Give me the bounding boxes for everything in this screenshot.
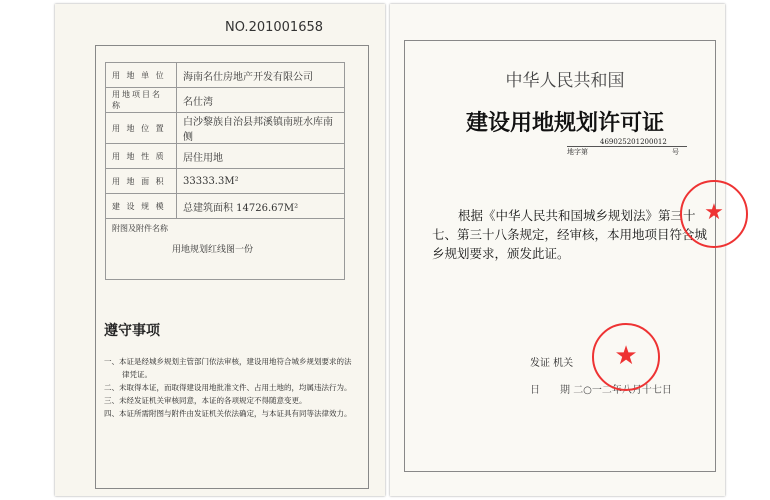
field-label: 用 地 单 位 (106, 63, 177, 88)
attachments-value: 用地规划红线图一份 (172, 245, 254, 255)
permit-number: 469025201200012 (600, 138, 667, 146)
date-value: 二○一二年八月十七日 (573, 385, 672, 396)
country-heading: 中华人民共和国 (505, 71, 625, 91)
rule-item: 三、未经发证机关审核同意，本证的各项规定不得随意变更。 (104, 396, 307, 405)
field-label: 用地项目名称 (106, 88, 177, 113)
attachments-cell (106, 219, 345, 280)
table-row (106, 88, 345, 113)
permit-number-suffix: 号 (672, 148, 679, 156)
rule-item: 四、本证所需附图与附件由发证机关依法确定，与本证具有同等法律效力。 (104, 409, 352, 418)
field-label: 用 地 性 质 (106, 144, 177, 169)
land-info-table (105, 62, 345, 280)
table-row (106, 63, 345, 88)
seal-partial-icon: ★ (680, 180, 748, 248)
field-value: 名仕湾 (177, 88, 345, 113)
serial-number: NO.201001658 (225, 20, 324, 35)
rule-item: 二、未取得本证，而取得建设用地批准文件、占用土地的，均属违法行为。 (104, 383, 352, 392)
table-row (106, 169, 345, 194)
table-row (106, 219, 345, 280)
field-value: 居住用地 (177, 144, 345, 169)
field-value: 白沙黎族自治县邦溪镇南班水库南侧 (177, 113, 345, 144)
official-seal-icon: ★ (592, 323, 660, 391)
field-label: 用 地 面 积 (106, 169, 177, 194)
field-value: 33333.3M² (177, 169, 345, 194)
issue-date (530, 381, 672, 396)
permit-body: 根据《中华人民共和国城乡规划法》第三十七、第三十八条规定，经审核，本用地项目符合城乡规划要求，颁发此证。 (432, 208, 708, 261)
date-label: 日 期 (530, 385, 570, 396)
table-row (106, 144, 345, 169)
rules-title: 遵守事项 (104, 323, 160, 339)
issuer-label: 发证 机关 (530, 358, 574, 369)
table-row (106, 113, 345, 144)
field-value: 海南名仕房地产开发有限公司 (177, 63, 345, 88)
permit-title: 建设用地规划许可证 (465, 111, 664, 136)
permit-number-label: 地字第 (567, 148, 588, 156)
field-value: 总建筑面积 14726.67M² (177, 194, 345, 219)
rules-list (104, 355, 354, 420)
table-row (106, 194, 345, 219)
field-label: 用 地 位 置 (106, 113, 177, 144)
rule-item: 一、本证是经城乡规划主管部门依法审核，建设用地符合城乡规划要求的法律凭证。 (104, 357, 352, 379)
field-label: 建 设 规 模 (106, 194, 177, 219)
attachments-label: 附图及附件名称 (112, 224, 168, 233)
